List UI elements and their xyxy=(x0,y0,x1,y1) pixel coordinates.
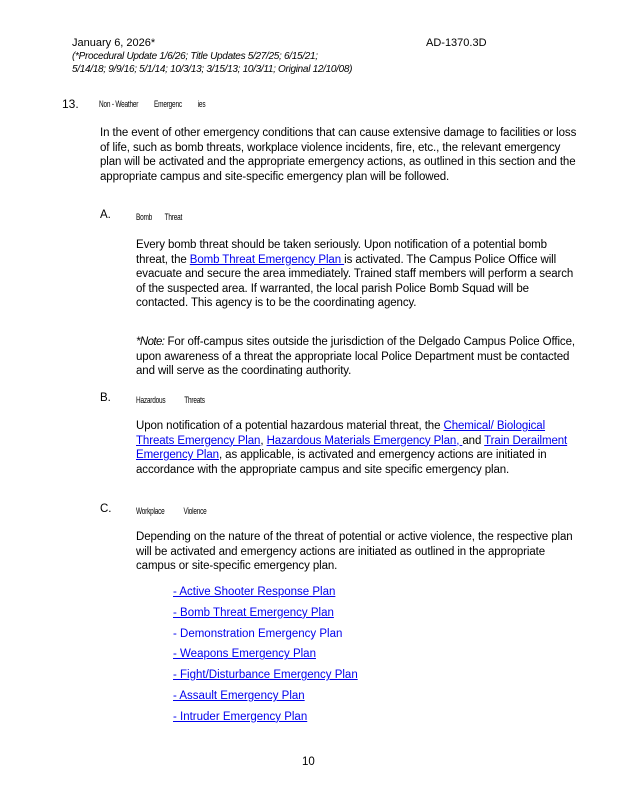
subsection-b-title: Hazardous Threats xyxy=(136,395,205,405)
fight-disturbance-plan-link[interactable]: - Fight/Disturbance Emergency Plan xyxy=(173,669,358,682)
weapons-plan-link[interactable]: - Weapons Emergency Plan xyxy=(173,648,316,661)
note-label: *Note: xyxy=(136,336,165,348)
section-intro-paragraph: In the event of other emergency conditions that can cause extensive damage to facilities or loss of life, such as bomb threats, workplace violence incidents, fire, etc., the relevant emergency plan will be activated and the appropriate emergency actions, as outlined in this section and the appropriate campus and site-specific emergency plan will be followed. xyxy=(100,127,577,183)
text: , as applicable, is activated and emergency actions are initiated in accordance with the appropriate campus and site specific emergency plan. xyxy=(136,449,547,476)
revision-notes xyxy=(72,50,372,76)
subsection-a-note xyxy=(136,335,581,379)
subsection-a-letter: A. xyxy=(100,209,111,221)
section-number: 13. xyxy=(62,97,79,111)
note-text: For off-campus sites outside the jurisdiction of the Delgado Campus Police Office, upon awareness of a threat the appropriate local Police Department must be contacted and will serve as the coordinating authority. xyxy=(136,336,575,377)
hazardous-materials-plan-link[interactable]: Hazardous Materials Emergency Plan, xyxy=(266,434,463,447)
text: Every bomb threat should be taken seriously. Upon notification of a potential bomb threat, the xyxy=(136,239,547,266)
subsection-b-letter: B. xyxy=(100,392,111,404)
subsection-a-paragraph xyxy=(136,238,581,311)
revision-notes-line-1: (*Procedural Update 1/6/26; Title Updates 5/27/25; 6/15/21; xyxy=(72,51,318,62)
demonstration-plan-link[interactable]: - Demonstration Emergency Plan xyxy=(173,627,343,640)
active-shooter-plan-link[interactable]: - Active Shooter Response Plan xyxy=(173,586,336,598)
chemical-biological-plan-link[interactable]: Chemical/ Biological Threats Emergency Plan xyxy=(136,420,546,447)
text: , xyxy=(260,434,267,447)
subsection-c-paragraph: Depending on the nature of the threat of potential or active violence, the respective plan will be activated and emergency actions are initiated as outlined in the appropriate campus or site-specific emergency plan. xyxy=(136,531,573,572)
document-code: AD-1370.3D xyxy=(426,37,487,49)
text: Upon notification of a potential hazardous material threat, the xyxy=(136,420,444,432)
header-date: January 6, 2026* xyxy=(72,37,156,49)
subsection-a-title: Bomb Threat xyxy=(136,212,183,222)
text: and xyxy=(462,434,485,447)
subsection-b-paragraph xyxy=(136,419,581,477)
intruder-plan-link[interactable]: - Intruder Emergency Plan xyxy=(173,710,308,723)
subsection-c-letter: C. xyxy=(100,503,112,515)
revision-notes-line-2: 5/14/18; 9/9/16; 5/1/14; 10/3/13; 3/15/13; 10/3/11; Original 12/10/08) xyxy=(72,64,353,75)
workplace-violence-plan-list xyxy=(173,586,358,732)
train-derailment-plan-link[interactable]: Train Derailment Emergency Plan xyxy=(136,434,568,461)
text: is activated. The Campus Police Office will evacuate and secure the area immediately. Trained staff members will perform a search of the suspected area. If warranted, the local parish Police Bomb Squad will be contacted. This agency is to be the coordinating agency. xyxy=(136,253,574,309)
bomb-threat-plan-link[interactable]: Bomb Threat Emergency Plan xyxy=(189,253,345,266)
assault-plan-link[interactable]: - Assault Emergency Plan xyxy=(173,689,305,702)
subsection-c-title: Workplace Violence xyxy=(136,506,207,516)
bomb-threat-plan-list-link[interactable]: - Bomb Threat Emergency Plan xyxy=(173,606,334,619)
section-title: Non - Weather Emergenc ies xyxy=(99,99,206,109)
page-number: 10 xyxy=(302,756,315,768)
